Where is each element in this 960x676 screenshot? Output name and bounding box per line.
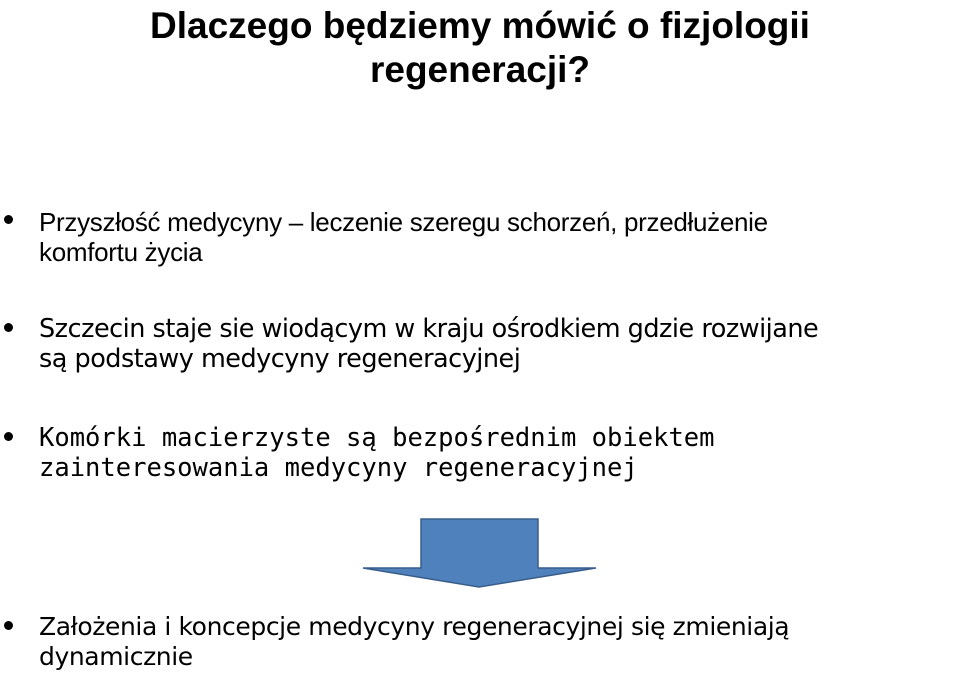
bullet-text-4 <box>39 612 959 672</box>
bullet-dot-icon <box>4 621 13 630</box>
bullet-1-line-1: Przyszłość medycyny – leczenie szeregu schorzeń, przedłużenie <box>39 207 768 237</box>
bullet-text-2 <box>39 314 959 374</box>
bullet-dot-icon <box>4 432 13 441</box>
slide-title-line-2: regeneracji? <box>369 49 591 90</box>
bullet-text-3 <box>39 423 959 483</box>
down-arrow-shape <box>363 519 596 587</box>
down-arrow-icon <box>362 518 597 588</box>
bullet-text-1 <box>39 207 959 267</box>
bullet-4-line-2: dynamicznie <box>39 642 193 671</box>
bullet-dot-icon <box>4 215 13 224</box>
bullet-4-line-1: Założenia i koncepcje medycyny regeneracyjnej się zmieniają <box>39 612 790 641</box>
slide-title <box>0 4 960 92</box>
bullet-3-line-2: zainteresowania medycyny regeneracyjnej <box>39 453 638 483</box>
bullet-2-line-1: Szczecin staje sie wiodącym w kraju ośrodkiem gdzie rozwijane <box>39 314 819 344</box>
bullet-2-line-2: są podstawy medycyny regeneracyjnej <box>39 344 521 374</box>
slide-title-line-1: Dlaczego będziemy mówić o fizjologii <box>150 5 810 46</box>
bullet-3-line-1: Komórki macierzyste są bezpośrednim obiektem <box>39 423 715 453</box>
bullet-dot-icon <box>4 323 13 332</box>
bullet-1-line-2: komfortu życia <box>39 237 203 267</box>
